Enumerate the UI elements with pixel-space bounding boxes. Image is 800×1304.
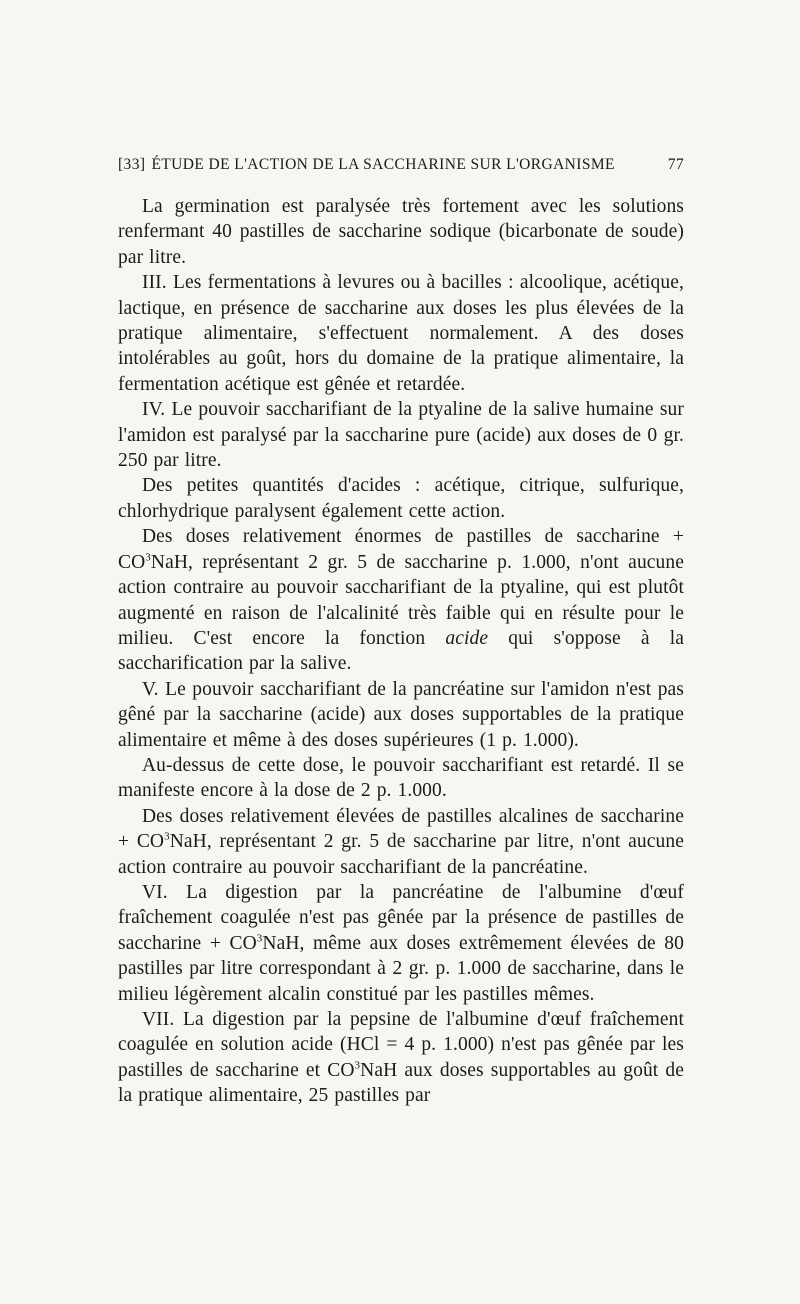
paragraph: III. Les fermentations à levures ou à bacilles : alcoolique, acétique, lactique, en présence de saccharine aux doses les plus élevées de la pratique alimentaire, s'effectuent normalement. A des doses intolérables au goût, hors du domaine de la pratique alimentaire, la fermentation acétique est gênée et retardée. [118, 272, 684, 395]
paragraph: VII. La digestion par la pepsine de l'albumine d'œuf fraîchement coagulée en solution acide (HCl = 4 p. 1.000) n'est pas gênée par les pastilles de saccharine et $CO^3NaH$ aux doses supportables au goût de la pratique alimentaire, 25 pastilles par [118, 1009, 684, 1107]
paragraph: V. Le pouvoir saccharifiant de la pancréatine sur l'amidon n'est pas gêné par la saccharine (acide) aux doses supportables de la pratique alimentaire et même à des doses supérieures (1 p. 1.000). [118, 678, 684, 751]
paragraph: La germination est paralysée très fortement avec les solutions renfermant 40 pastilles de saccharine sodique (bicarbonate de soude) par litre. [118, 196, 684, 268]
page-number: 77 [667, 156, 684, 173]
paragraph: Des doses relativement élevées de pastilles alcalines de saccharine + $CO^3NaH$, représentant 2 gr. 5 de saccharine par litre, n'ont aucune action contraire au pouvoir saccharifiant de la pancréatine. [118, 805, 684, 878]
paragraph: VI. La digestion par la pancréatine de l'albumine d'œuf fraîchement coagulée n'est pas gênée par la présence de pastilles de saccharine + $CO^3NaH$, même aux doses extrêmement élevées de 80 pastilles par litre correspondant à 2 gr. p. 1.000 de saccharine, dans le milieu légèrement alcalin constitué par les pastilles mêmes. [118, 881, 684, 1005]
running-title: ÉTUDE DE L'ACTION DE LA SACCHARINE SUR L'ORGANISME [151, 156, 615, 173]
paragraph: Au-dessus de cette dose, le pouvoir saccharifiant est retardé. Il se manifeste encore à la dose de 2 p. 1.000. [118, 754, 684, 802]
section-number: [33] [118, 156, 146, 173]
book-page [118, 156, 684, 1109]
running-head [118, 156, 684, 174]
paragraph: Des petites quantités d'acides : acétique, citrique, sulfurique, chlorhydrique paralysent également cette action. [118, 475, 684, 522]
emphasis-acide: acide [445, 627, 489, 649]
paragraph: IV. Le pouvoir saccharifiant de la ptyaline de la salive humaine sur l'amidon est paralysé par la saccharine pure (acide) aux doses de 0 gr. 250 par litre. [118, 399, 684, 472]
paragraph: Des doses relativement énormes de pastilles de saccharine + $CO^3NaH$, représentant 2 gr. 5 de saccharine p. 1.000, n'ont aucune action contraire au pouvoir saccharifiant de la ptyaline, qui est plutôt augmenté en raison de l'alcalinité très faible qui en résulte pour le milieu. C'est encore la fonction acide qui s'oppose à la saccharification par la salive. [118, 526, 685, 675]
